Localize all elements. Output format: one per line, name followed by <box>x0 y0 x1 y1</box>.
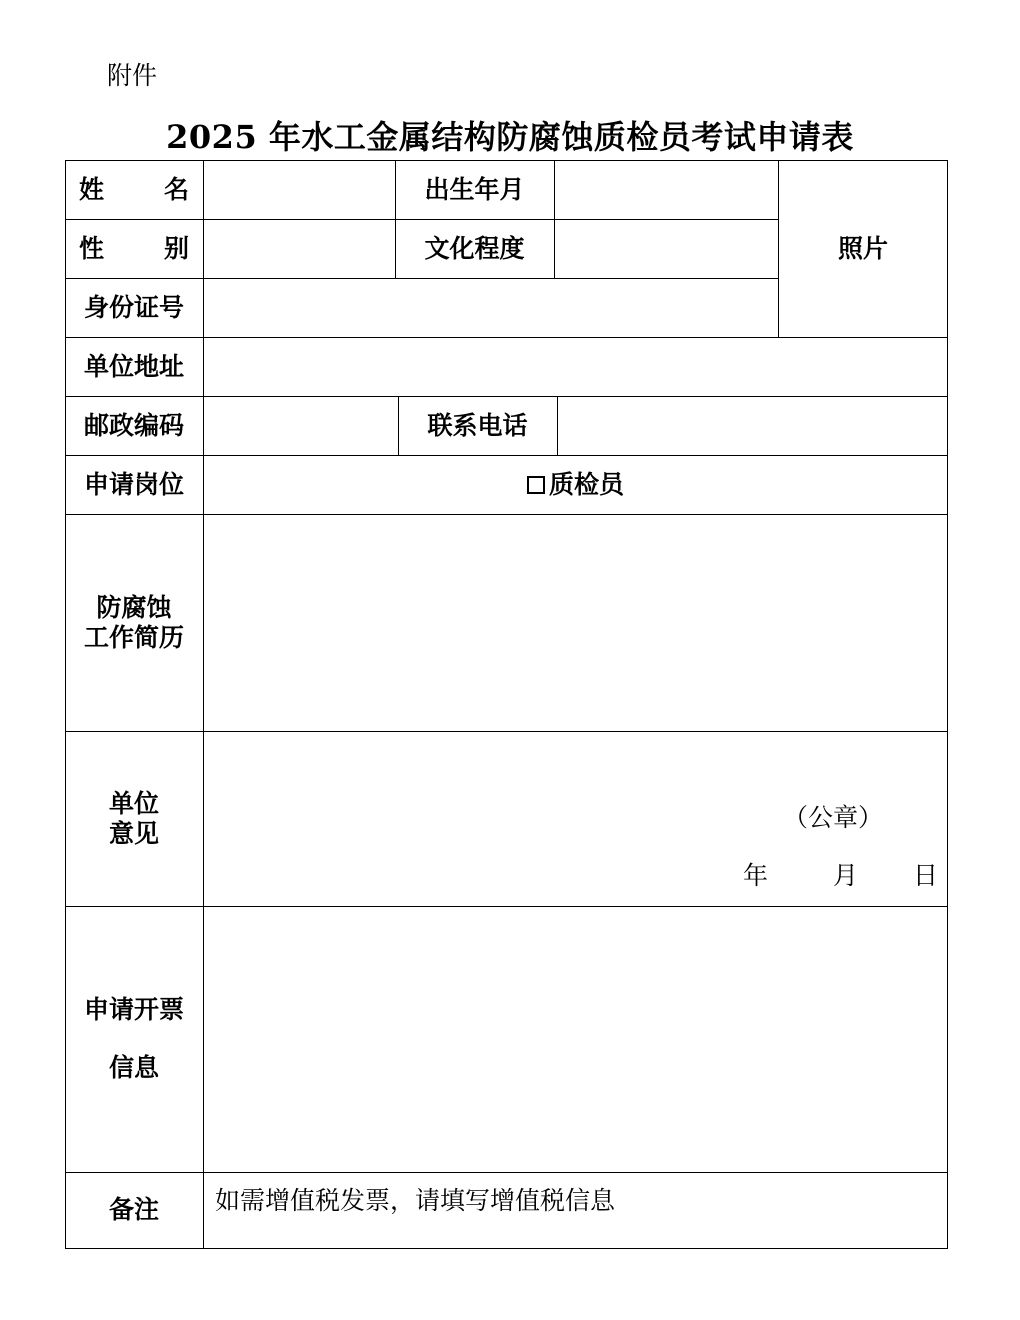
invoice-label <box>65 906 203 1172</box>
address-label: 单位地址 <box>83 351 184 381</box>
id-input-cell[interactable] <box>204 279 777 336</box>
gender-label <box>65 219 203 278</box>
name-label <box>65 160 203 219</box>
resume-input-cell[interactable] <box>204 515 946 730</box>
gender-label-char: 性 <box>79 233 105 263</box>
remark-label: 备注 <box>108 1195 159 1224</box>
attachment-label: 附件 <box>107 61 158 90</box>
phone-input-cell[interactable] <box>558 397 946 454</box>
phone-label: 联系电话 <box>427 410 528 440</box>
seal-text: （公章） <box>783 803 884 832</box>
education-label: 文化程度 <box>424 233 525 263</box>
name-label-char: 姓 <box>79 174 105 204</box>
postcode-input-cell[interactable] <box>204 397 397 454</box>
position-option <box>204 455 947 514</box>
remark-text: 如需增值税发票，请填写增值税信息 <box>215 1186 616 1215</box>
position-checkbox[interactable] <box>527 476 545 494</box>
resume-label-line: 工作简历 <box>83 622 184 652</box>
opinion-label-line: 单位 <box>108 788 159 818</box>
birth-label: 出生年月 <box>424 174 525 204</box>
grid-line <box>65 1248 948 1249</box>
opinion-label-line: 意见 <box>108 818 159 848</box>
date-day: 日 <box>913 861 939 890</box>
date-month: 月 <box>833 861 859 890</box>
date-year: 年 <box>743 861 769 890</box>
birth-input-cell[interactable] <box>555 161 777 218</box>
opinion-label <box>65 731 203 906</box>
position-label: 申请岗位 <box>83 469 184 499</box>
invoice-input-cell[interactable] <box>204 907 946 1171</box>
id-label: 身份证号 <box>83 292 184 322</box>
education-input-cell[interactable] <box>555 220 777 277</box>
name-input-cell[interactable] <box>204 161 394 218</box>
invoice-label-line: 信息 <box>108 1053 159 1082</box>
address-input-cell[interactable] <box>204 338 946 395</box>
position-option-label: 质检员 <box>548 469 624 499</box>
form-title: 2025 年水工金属结构防腐蚀质检员考试申请表 <box>166 118 854 156</box>
resume-label-line: 防腐蚀 <box>96 592 172 622</box>
photo-label: 照片 <box>837 233 888 263</box>
application-form-table <box>65 160 948 1249</box>
name-label-char: 名 <box>163 174 189 204</box>
invoice-label-line: 申请开票 <box>83 995 184 1024</box>
gender-label-char: 别 <box>163 233 189 263</box>
resume-label <box>65 514 203 731</box>
photo-cell[interactable] <box>779 160 947 337</box>
postcode-label: 邮政编码 <box>83 410 184 440</box>
gender-input-cell[interactable] <box>204 220 394 277</box>
grid-line <box>947 160 948 1249</box>
